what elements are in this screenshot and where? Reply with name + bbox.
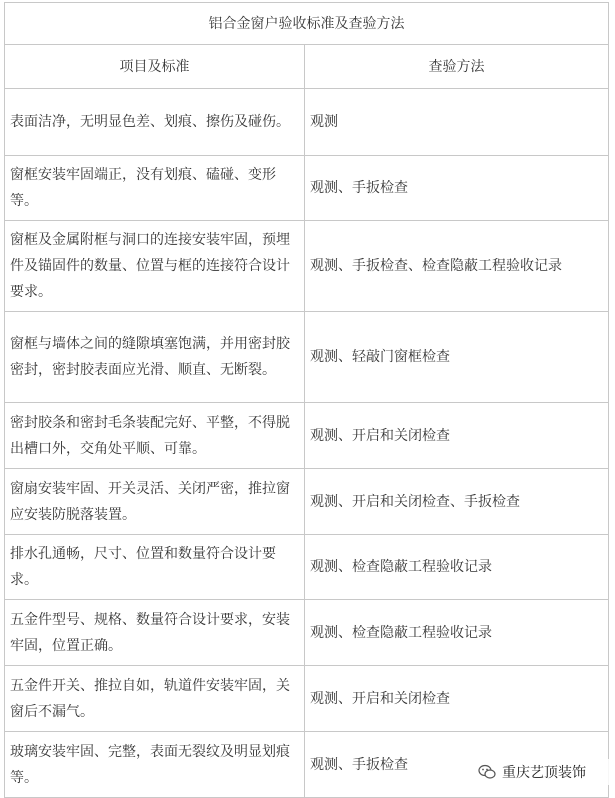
standard-cell: 窗框安装牢固端正，没有划痕、磕碰、变形等。 [5, 156, 305, 221]
method-cell: 观测、开启和关闭检查 [305, 666, 609, 732]
method-cell: 观测、开启和关闭检查、手扳检查 [305, 469, 609, 535]
table-row [5, 221, 609, 312]
table-row [5, 469, 609, 535]
standard-cell: 窗框与墙体之间的缝隙填塞饱满，并用密封胶密封，密封胶表面应光滑、顺直、无断裂。 [5, 312, 305, 403]
standard-cell: 窗扇安装牢固、开关灵活、关闭严密，推拉窗应安装防脱落装置。 [5, 469, 305, 535]
table-row [5, 403, 609, 469]
header-method: 查验方法 [305, 45, 609, 89]
acceptance-table [4, 2, 609, 798]
method-cell: 观测、轻敲门窗框检查 [305, 312, 609, 403]
standard-cell: 表面洁净，无明显色差、划痕、擦伤及碰伤。 [5, 89, 305, 156]
method-cell: 观测、检查隐蔽工程验收记录 [305, 600, 609, 666]
header-row [5, 45, 609, 89]
standard-cell: 五金件开关、推拉自如，轨道件安装牢固，关窗后不漏气。 [5, 666, 305, 732]
watermark-text: 重庆艺顶装饰 [502, 765, 586, 781]
table-row [5, 89, 609, 156]
title-row [5, 3, 609, 45]
standard-cell: 窗框及金属附框与洞口的连接安装牢固，预埋件及锚固件的数量、位置与框的连接符合设计要求。 [5, 221, 305, 312]
method-cell: 观测、手扳检查 [305, 156, 609, 221]
watermark [478, 759, 610, 785]
method-cell: 观测、检查隐蔽工程验收记录 [305, 535, 609, 600]
table-row [5, 312, 609, 403]
method-cell: 观测、开启和关闭检查 [305, 403, 609, 469]
table-title: 铝合金窗户验收标准及查验方法 [5, 3, 609, 45]
standard-cell: 密封胶条和密封毛条装配完好、平整，不得脱出槽口外，交角处平顺、可靠。 [5, 403, 305, 469]
method-cell: 观测、手扳检查、检查隐蔽工程验收记录 [305, 221, 609, 312]
wechat-icon [478, 764, 496, 780]
table-row [5, 535, 609, 600]
table-row [5, 600, 609, 666]
table-row [5, 666, 609, 732]
method-cell: 观测、手扳检查 [305, 732, 609, 798]
standard-cell: 玻璃安装牢固、完整，表面无裂纹及明显划痕等。 [5, 732, 305, 798]
standard-cell: 五金件型号、规格、数量符合设计要求，安装牢固，位置正确。 [5, 600, 305, 666]
method-cell: 观测 [305, 89, 609, 156]
standard-cell: 排水孔通畅，尺寸、位置和数量符合设计要求。 [5, 535, 305, 600]
table-row [5, 156, 609, 221]
header-standard: 项目及标准 [5, 45, 305, 89]
